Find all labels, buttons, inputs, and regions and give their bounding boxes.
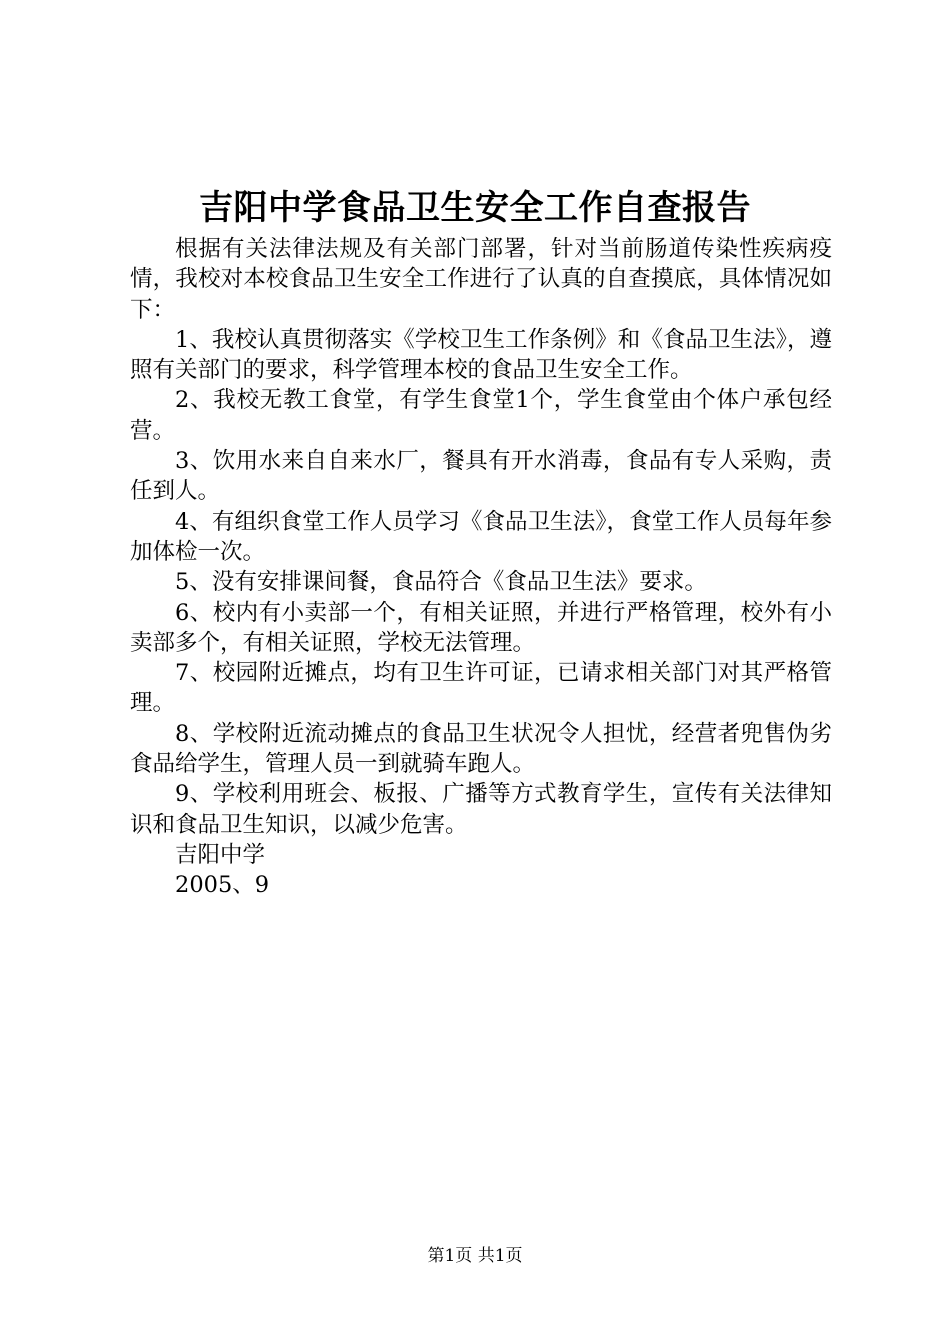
signature-date: 2005、9	[175, 872, 270, 899]
paragraph-item-4: 4、有组织食堂工作人员学习《食品卫生法》，食堂工作人员每年参加体检一次。	[130, 508, 832, 565]
paragraph-item-5: 5、没有安排课间餐，食品符合《食品卫生法》要求。	[175, 569, 707, 596]
document-title: 吉阳中学食品卫生安全工作自查报告	[199, 188, 751, 228]
paragraph-intro: 根据有关法律法规及有关部门部署，针对当前肠道传染性疾病疫情，我校对本校食品卫生安全工作进行了认真的自查摸底，具体情况如下：	[130, 236, 832, 323]
paragraph-item-3: 3、饮用水来自自来水厂，餐具有开水消毒，食品有专人采购，责任到人。	[130, 448, 832, 505]
paragraph-item-8: 8、学校附近流动摊点的食品卫生状况令人担忧，经营者兜售伪劣食品给学生，管理人员一到就骑车跑人。	[130, 720, 832, 778]
paragraph-item-1: 1、我校认真贯彻落实《学校卫生工作条例》和《食品卫生法》，遵照有关部门的要求，科学管理本校的食品卫生安全工作。	[130, 326, 832, 384]
page-number-footer: 第1页 共1页	[427, 1246, 523, 1266]
document-body	[130, 234, 832, 901]
paragraph-item-6: 6、校内有小卖部一个，有相关证照，并进行严格管理，校外有小卖部多个，有相关证照，学校无法管理。	[130, 599, 832, 656]
signature: 吉阳中学	[175, 841, 266, 868]
paragraph-item-9: 9、学校利用班会、板报、广播等方式教育学生，宣传有关法律知识和食品卫生知识，以减少危害。	[130, 781, 832, 838]
paragraph-item-2: 2、我校无教工食堂，有学生食堂1个，学生食堂由个体户承包经营。	[130, 387, 832, 444]
paragraph-item-7: 7、校园附近摊点，均有卫生许可证，已请求相关部门对其严格管理。	[130, 660, 832, 717]
